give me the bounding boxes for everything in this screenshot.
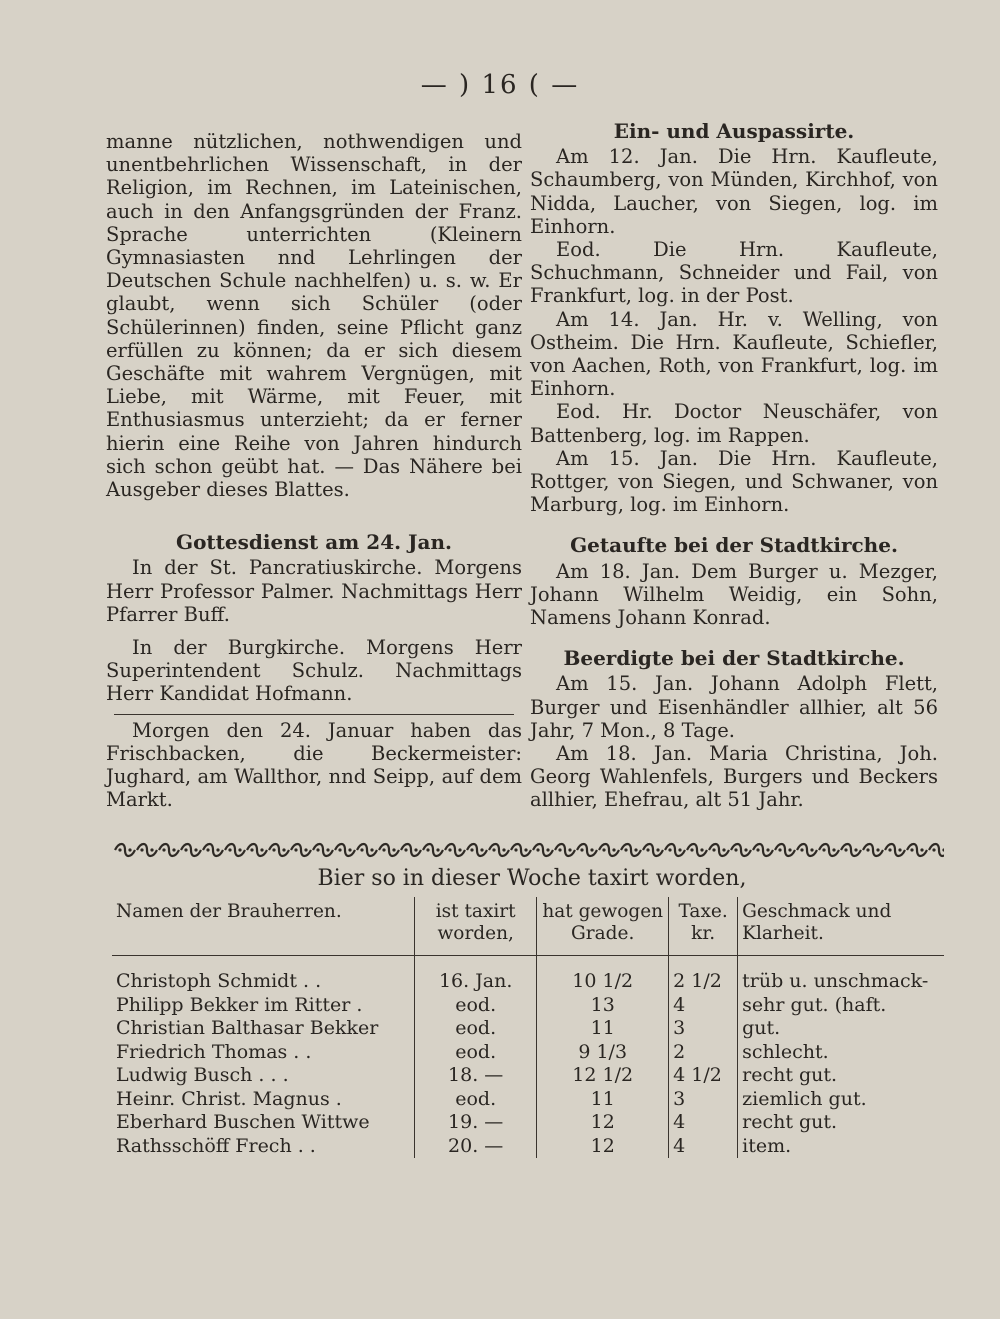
taxe-value: 3 — [669, 1088, 738, 1112]
beer-table-title: Bier so in dieser Woche taxirt worden, — [317, 866, 747, 891]
taxe-value: 4 — [669, 1111, 738, 1135]
right-column — [530, 120, 938, 812]
grade-value: 12 1/2 — [537, 1064, 669, 1088]
brewer-name: Philipp Bekker im Ritter . — [116, 993, 363, 1016]
taste-clarity: schlecht. — [738, 1041, 944, 1065]
tax-date: eod. — [415, 994, 537, 1018]
taste-clarity: recht gut. — [738, 1064, 944, 1088]
passirte-entry: Eod. Die Hrn. Kaufleute, Schuchmann, Schneider und Fail, von Frankfurt, log. in der Post. — [530, 238, 938, 308]
beerdigte-entry: Am 18. Jan. Maria Christina, Joh. Georg Wahlenfels, Burgers und Beckers allhier, Ehefrau, alt 51 Jahr. — [530, 742, 938, 812]
taste-clarity: trüb u. unschmack- — [738, 956, 944, 994]
tax-date: 19. — — [415, 1111, 537, 1135]
grade-value: 12 — [537, 1111, 669, 1135]
beerdigte-entry: Am 15. Jan. Johann Adolph Flett, Burger und Eisenhändler allhier, alt 56 Jahr, 7 Mon., 8 Tage. — [530, 672, 938, 742]
taxe-value: 3 — [669, 1017, 738, 1041]
tutor-notice-text: manne nützlichen, nothwendigen und unentbehrlichen Wissenschaft, in der Religion, im Rechnen, im Lateinischen, auch in den Anfangsgründen der Franz. Sprache unterrichten (Kleinern Gymnasiasten nnd Lehrlingen der Deutschen Schule nachhelfen) u. s. w. Er glaubt, wenn sich Schüler (oder Schülerinnen) finden, seine Pflicht ganz erfüllen zu können; da er sich diesem Geschäfte mit wahrem Vergnügen, mit Liebe, mit Wärme, mit Feuer, mit Enthusiasmus unterzieht; da er ferner hierin eine Reihe von Jahren hindurch sich schon geübt hat. — Das Nähere bei Ausgeber dieses Blattes. — [106, 130, 522, 502]
grade-value: 13 — [537, 994, 669, 1018]
left-column — [106, 130, 522, 811]
tax-date: eod. — [415, 1041, 537, 1065]
brewer-name: Eberhard Buschen Wittwe — [116, 1111, 370, 1133]
getaufte-entry: Am 18. Jan. Dem Burger u. Mezger, Johann Wilhelm Weidig, ein Sohn, Namens Johann Konrad. — [530, 559, 938, 630]
tax-date: 20. — — [415, 1135, 537, 1159]
taxe-value: 4 — [669, 1135, 738, 1159]
table-row — [112, 1041, 944, 1065]
taxe-value: 2 — [669, 1041, 738, 1065]
passirte-heading: Ein- und Auspassirte. — [613, 119, 855, 143]
beer-tax-section — [112, 866, 952, 1158]
table-row — [112, 994, 944, 1018]
passirte-entry: Am 15. Jan. Die Hrn. Kaufleute, Rottger, von Siegen, und Schwaner, von Marburg, log. im Einhorn. — [530, 446, 938, 517]
gottesdienst-burgkirche: In der Burgkirche. Morgens Herr Superintendent Schulz. Nachmittags Herr Kandidat Hofmann. — [106, 636, 522, 706]
col-header-grade: hat gewogen Grade. — [537, 897, 669, 956]
table-header-row — [112, 897, 944, 956]
table-row — [112, 1111, 944, 1135]
table-row — [112, 1064, 944, 1088]
brewer-name: Heinr. Christ. Magnus . — [116, 1087, 342, 1110]
col-header-name: Namen der Brauherren. — [112, 897, 415, 956]
taxe-value: 4 1/2 — [669, 1064, 738, 1088]
ornamental-border — [114, 840, 944, 860]
col-header-geschmack: Geschmack und Klarheit. — [738, 897, 944, 956]
beerdigte-heading: Beerdigte bei der Stadtkirche. — [563, 646, 905, 671]
brewer-name: Christoph Schmidt . . — [116, 970, 322, 992]
brewer-name: Christian Balthasar Bekker — [116, 1017, 379, 1039]
taste-clarity: sehr gut. (haft. — [738, 994, 944, 1018]
brewer-name: Rathsschöff Frech . . — [116, 1134, 316, 1157]
taste-clarity: gut. — [738, 1017, 944, 1041]
grade-value: 11 — [537, 1017, 669, 1041]
taste-clarity: item. — [738, 1135, 944, 1159]
passirte-entry: Eod. Hr. Doctor Neuschäfer, von Battenberg, log. im Rappen. — [530, 400, 938, 447]
tax-date: 16. Jan. — [415, 956, 537, 994]
table-row — [112, 1017, 944, 1041]
grade-value: 10 1/2 — [537, 956, 669, 994]
page-number-header: — ) 16 ( — — [420, 70, 580, 100]
tax-date: 18. — — [415, 1064, 537, 1088]
grade-value: 11 — [537, 1088, 669, 1112]
gottesdienst-pancratius: In der St. Pancratiuskirche. Morgens Herr Professor Palmer. Nachmittags Herr Pfarrer Buff. — [106, 556, 522, 626]
taste-clarity: ziemlich gut. — [738, 1088, 944, 1112]
passirte-entry: Am 12. Jan. Die Hrn. Kaufleute, Schaumberg, von Münden, Kirchhof, von Nidda, Laucher, von Siegen, log. im Einhorn. — [530, 145, 938, 238]
taxe-value: 4 — [669, 994, 738, 1018]
col-header-taxe: Taxe. kr. — [669, 897, 738, 956]
getaufte-heading: Getaufte bei der Stadtkirche. — [570, 533, 898, 558]
tax-date: eod. — [415, 1017, 537, 1041]
brewer-name: Ludwig Busch . . . — [116, 1064, 289, 1086]
backer-notice: Morgen den 24. Januar haben das Frischbacken, die Beckermeister: Jughard, am Wallthor, nnd Seipp, auf dem Markt. — [106, 718, 522, 812]
grade-value: 9 1/3 — [537, 1041, 669, 1065]
col-header-date: ist taxirt worden, — [415, 897, 537, 956]
beer-tax-table — [112, 897, 944, 1158]
brewer-name: Friedrich Thomas . . — [116, 1040, 312, 1063]
table-row — [112, 1088, 944, 1112]
tax-date: eod. — [415, 1088, 537, 1112]
taxe-value: 2 1/2 — [669, 956, 738, 994]
passirte-entry: Am 14. Jan. Hr. v. Welling, von Ostheim. Die Hrn. Kaufleute, Schiefler, von Aachen, Roth, von Frankfurt, log. im Einhorn. — [530, 307, 938, 401]
taste-clarity: recht gut. — [738, 1111, 944, 1135]
gottesdienst-heading: Gottesdienst am 24. Jan. — [176, 530, 452, 555]
section-divider-rule — [114, 714, 514, 715]
table-row — [112, 956, 944, 994]
grade-value: 12 — [537, 1135, 669, 1159]
table-row — [112, 1135, 944, 1159]
